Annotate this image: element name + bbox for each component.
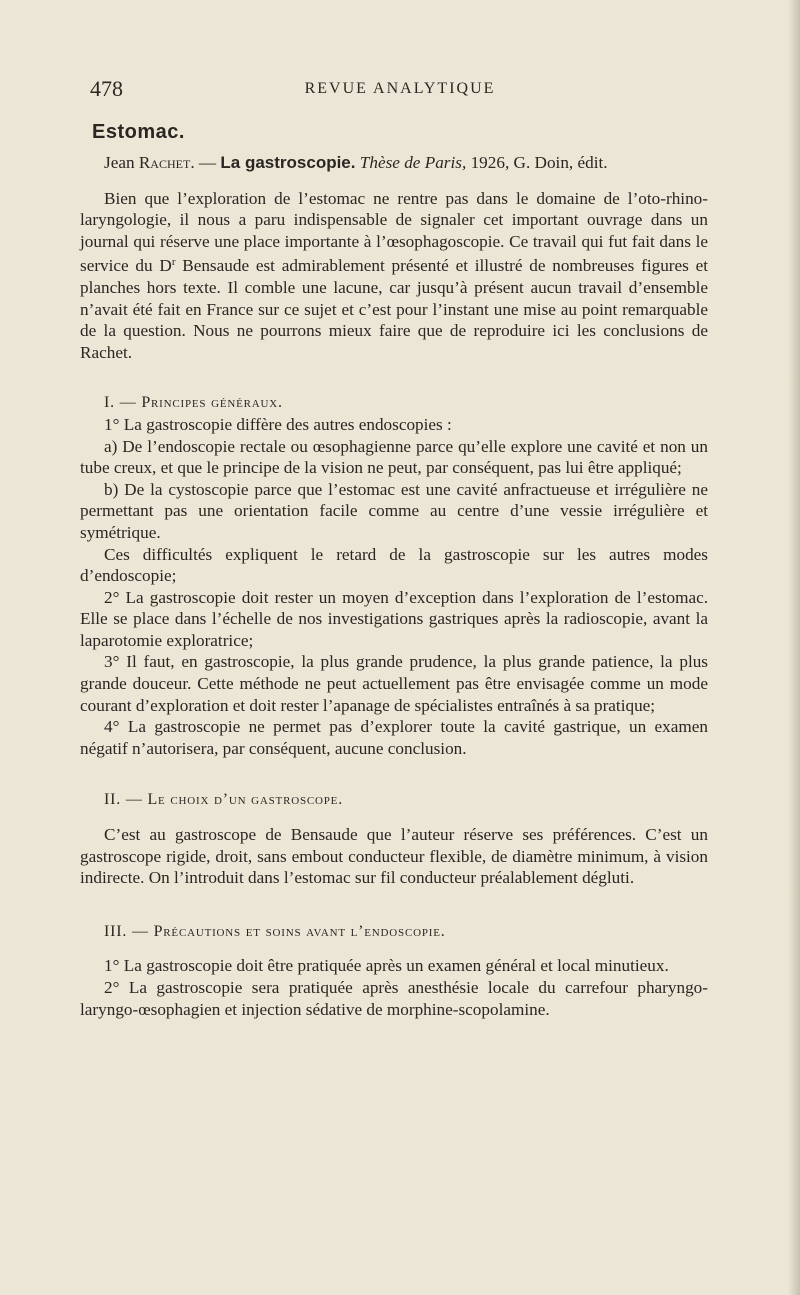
work-source: Thèse de Paris, (359, 153, 467, 172)
section-number: I. — (104, 394, 142, 412)
page-edge-shadow (788, 0, 800, 1295)
section-number: II. — (104, 791, 148, 809)
section-heading-2 (80, 789, 708, 811)
citation (80, 152, 708, 174)
section-number: III. — (104, 922, 154, 940)
author-first-name: Jean (104, 153, 139, 172)
section-heading-text: Précautions et soins avant l’endoscopie. (153, 922, 446, 940)
work-title: La gastroscopie. (220, 153, 356, 172)
paragraph: a) De l’endoscopie rectale ou œsophagienne parce qu’elle explore une cavité et non un tube creux, et que le principe de la vision ne peut, par conséquent, pas lui être appliqué; (80, 436, 708, 478)
paragraph: 2° La gastroscopie doit rester un moyen d’exception dans l’exploration de l’estomac. Elle se place dans l’échelle de nos investigations gastriques après la radioscopie, avant la laparotomie exploratrice; (80, 587, 708, 650)
paragraph: 1° La gastroscopie doit être pratiquée après un examen général et local minutieux. (104, 956, 669, 976)
intro-paragraph: Bien que l’exploration de l’estomac ne rentre pas dans le domaine de l’oto-rhino-laryngologie, il nous a paru indispensable de signaler cet important ouvrage dans un journal qui réserve une place importante à l’œsophagoscopie. Ce travail qui fut fait dans le service du $D^r$ Bensaude est admirablement présenté et illustré de nombreuses figures et planches hors texte. Il comble une lacune, car jusqu’à présent aucun travail d’ensemble n’avait été fait en France sur ce sujet et c’est pour l’instant une mise au point remarquable de la question. Nous ne pourrons mieux faire que de reproduire ici les conclusions de Rachet. (80, 188, 708, 362)
section-title: Estomac. (92, 121, 185, 143)
article-body (80, 152, 708, 1020)
running-title: REVUE ANALYTIQUE (304, 80, 496, 97)
page-number: 478 (90, 76, 123, 101)
publication-info: 1926, G. Doin, édit. (466, 153, 608, 172)
paragraph: 2° La gastroscopie sera pratiquée après anesthésie locale du carrefour pharyngo-laryngo-œsophagien et injection sédative de morphine-scopolamine. (80, 978, 708, 1019)
citation-dash: . — (190, 153, 221, 172)
section-heading-1 (80, 392, 708, 414)
page-header (90, 76, 710, 106)
paragraph: Ces difficultés expliquent le retard de la gastroscopie sur les autres modes d’endoscopie; (80, 544, 708, 586)
section-heading-3 (80, 921, 708, 943)
paragraph: 1° La gastroscopie diffère des autres endoscopies : (104, 414, 452, 434)
author-last-name: Rachet (138, 153, 191, 172)
section-heading-text: Le choix d’un gastroscope. (147, 791, 343, 809)
paragraph: C’est au gastroscope de Bensaude que l’auteur réserve ses préférences. C’est un gastroscope rigide, droit, sans embout conducteur flexible, de diamètre minimum, à vision indirecte. On l’introduit dans l’estomac sur fil conducteur préalablement dégluti. (80, 825, 708, 888)
paragraph: 4° La gastroscopie ne permet pas d’explorer toute la cavité gastrique, un examen négatif n’autorisera, par conséquent, aucune conclusion. (80, 717, 708, 758)
paragraph: b) De la cystoscopie parce que l’estomac est une cavité anfractueuse et irrégulière ne permettant pas une orientation facile comme au centre d’une vessie irrégulière et symétrique. (80, 479, 708, 542)
section-heading-text: Principes généraux. (141, 394, 283, 412)
paragraph: 3° Il faut, en gastroscopie, la plus grande prudence, la plus grande patience, la plus grande douceur. Cette méthode ne peut actuellement pas être envisagée comme un mode courant d’exploration et doit rester l’apanage de spécialistes entraînés à sa pratique; (80, 652, 708, 715)
